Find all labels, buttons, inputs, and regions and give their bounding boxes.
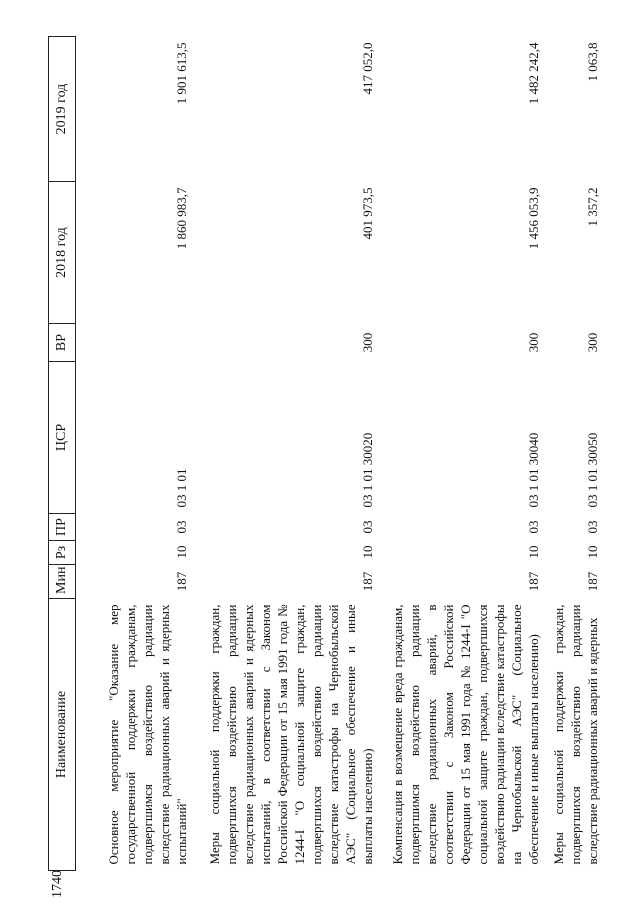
rotated-table-container xyxy=(48,37,608,887)
header-vr: ВР xyxy=(49,324,76,362)
table-row xyxy=(194,37,380,871)
table-row xyxy=(546,37,605,871)
row-csr: 03 1 01 xyxy=(173,468,189,508)
row-rz: 10 xyxy=(359,545,375,559)
header-csr: ЦСР xyxy=(49,362,76,514)
table-row xyxy=(380,37,546,871)
row-pr: 03 xyxy=(359,520,375,534)
row-2018: 401 973,5 xyxy=(359,187,375,240)
header-name: Наименование xyxy=(49,599,76,871)
header-2018: 2018 год xyxy=(49,182,76,324)
header-row xyxy=(49,37,76,871)
row-rz: 10 xyxy=(584,545,600,559)
row-vr: 300 xyxy=(525,332,541,353)
row-vr: 300 xyxy=(359,332,375,353)
table-row xyxy=(76,37,194,871)
row-vr: 300 xyxy=(584,332,600,353)
header-pr: ПР xyxy=(49,514,76,541)
row-csr: 03 1 01 30040 xyxy=(525,432,541,508)
row-2018: 1 860 983,7 xyxy=(173,187,189,250)
row-min: 187 xyxy=(525,571,541,592)
row-min: 187 xyxy=(584,571,600,592)
header-2019: 2019 год xyxy=(49,37,76,182)
row-2019: 1 063,8 xyxy=(584,42,600,82)
row-rz: 10 xyxy=(525,545,541,559)
row-csr: 03 1 01 30020 xyxy=(359,432,375,508)
row-name: Основное мероприятие "Оказание мер государственной поддержки гражданам, подвергшимся воздействию радиации вследствие радиационных аварий и ядерных испытаний" xyxy=(105,604,189,865)
row-name: Меры социальной поддержки граждан, подвергшихся воздействию радиации вследствие радиационных аварий и ядерных испытаний, в соответствии с Законом Российской Федерации от 15 мая 1991 года № 1244-I "О социальной защите граждан, подвергшихся воздействию радиации вследствие катастрофы на Чернобыльской АЭС" (Социальное обеспечение и иные выплаты населению) xyxy=(206,604,375,865)
header-rz: Рз xyxy=(49,541,76,565)
row-2018: 1 456 053,9 xyxy=(525,187,541,250)
row-2019: 1 482 242,4 xyxy=(525,42,541,105)
row-name: Меры социальной поддержки граждан, подвергшихся воздействию радиации вследствие радиационных аварий и ядерных xyxy=(550,604,600,865)
row-vr xyxy=(76,324,194,362)
row-pr: 03 xyxy=(173,520,189,534)
budget-table xyxy=(48,36,605,871)
row-2019: 417 052,0 xyxy=(359,42,375,95)
row-2019: 1 901 613,5 xyxy=(173,42,189,105)
header-min: Мин xyxy=(49,565,76,599)
row-csr: 03 1 01 30050 xyxy=(584,432,600,508)
row-pr: 03 xyxy=(525,520,541,534)
row-2018: 1 357,2 xyxy=(584,187,600,227)
row-name: Компенсация в возмещение вреда гражданам, подвергшимся воздействию радиации вследствие радиационных аварий, в соответствии с Законом Российской Федерации от 15 мая 1991 года № 1244-I "О социальной защите граждан, подвергшихся воздействию радиации вследствие катастрофы на Чернобыльской АЭС" (Социальное обеспечение и иные выплаты населению) xyxy=(389,604,541,865)
page-number: 1740 xyxy=(50,870,65,898)
row-min: 187 xyxy=(173,571,189,592)
row-rz: 10 xyxy=(173,545,189,559)
row-min: 187 xyxy=(359,571,375,592)
row-pr: 03 xyxy=(584,520,600,534)
